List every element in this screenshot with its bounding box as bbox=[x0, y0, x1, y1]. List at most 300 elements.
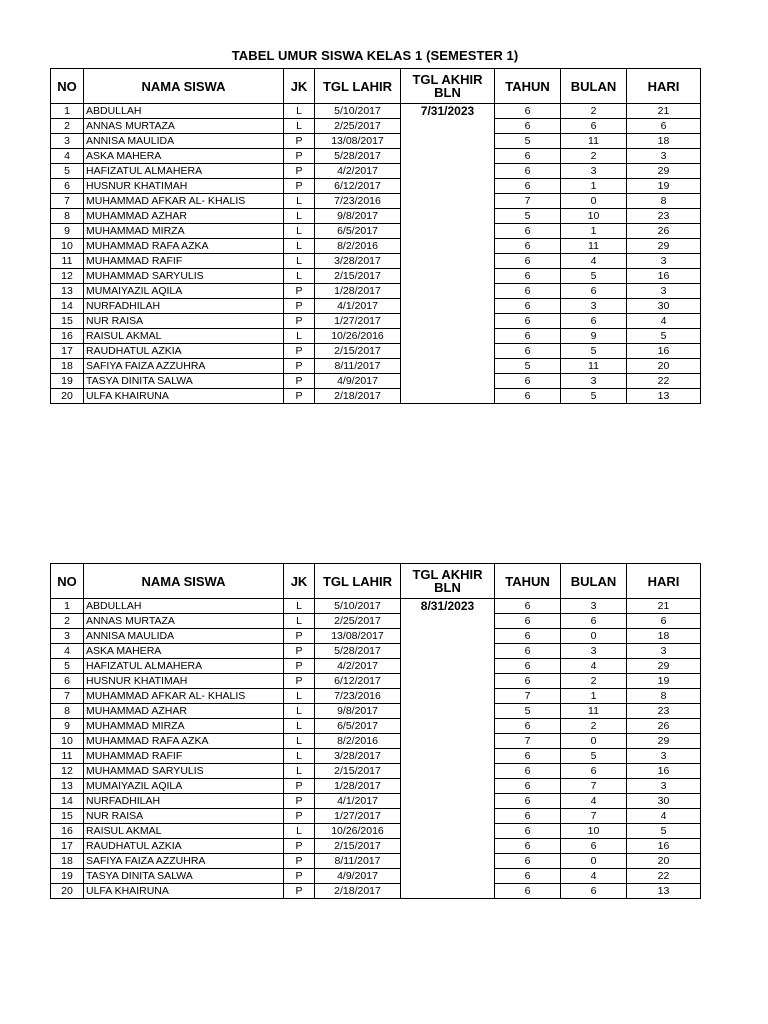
cell-tgl-lahir: 2/25/2017 bbox=[315, 119, 401, 134]
cell-tgl-lahir: 13/08/2017 bbox=[315, 629, 401, 644]
cell-jk: L bbox=[284, 734, 315, 749]
cell-hari: 3 bbox=[627, 284, 701, 299]
cell-tahun: 6 bbox=[495, 629, 561, 644]
cell-tgl-akhir bbox=[401, 764, 495, 779]
cell-tgl-akhir bbox=[401, 134, 495, 149]
cell-tgl-akhir bbox=[401, 704, 495, 719]
cell-no: 14 bbox=[51, 794, 84, 809]
cell-tgl-akhir bbox=[401, 839, 495, 854]
cell-tgl-akhir bbox=[401, 119, 495, 134]
cell-jk: P bbox=[284, 674, 315, 689]
cell-nama-siswa: MUHAMMAD MIRZA bbox=[84, 719, 284, 734]
cell-tgl-lahir: 8/2/2016 bbox=[315, 734, 401, 749]
cell-bulan: 2 bbox=[561, 104, 627, 119]
age-table-july bbox=[50, 68, 701, 404]
cell-jk: L bbox=[284, 194, 315, 209]
cell-jk: P bbox=[284, 149, 315, 164]
header-tahun: TAHUN bbox=[495, 69, 561, 104]
cell-no: 14 bbox=[51, 299, 84, 314]
cell-tgl-akhir bbox=[401, 284, 495, 299]
table-row bbox=[51, 164, 701, 179]
cell-tgl-akhir bbox=[401, 674, 495, 689]
cell-bulan: 11 bbox=[561, 359, 627, 374]
cell-tahun: 6 bbox=[495, 344, 561, 359]
cell-nama-siswa: RAUDHATUL AZKIA bbox=[84, 344, 284, 359]
cell-bulan: 3 bbox=[561, 299, 627, 314]
cell-no: 1 bbox=[51, 104, 84, 119]
cell-bulan: 4 bbox=[561, 869, 627, 884]
page-title: TABEL UMUR SISWA KELAS 1 (SEMESTER 1) bbox=[231, 48, 519, 63]
cell-tahun: 7 bbox=[495, 194, 561, 209]
cell-jk: L bbox=[284, 689, 315, 704]
cell-tahun: 6 bbox=[495, 269, 561, 284]
cell-bulan: 3 bbox=[561, 599, 627, 614]
cell-no: 13 bbox=[51, 284, 84, 299]
cell-jk: P bbox=[284, 809, 315, 824]
cell-tahun: 6 bbox=[495, 239, 561, 254]
cell-no: 20 bbox=[51, 389, 84, 404]
cell-tahun: 6 bbox=[495, 749, 561, 764]
table-row bbox=[51, 209, 701, 224]
cell-tgl-akhir bbox=[401, 374, 495, 389]
cell-nama-siswa: RAUDHATUL AZKIA bbox=[84, 839, 284, 854]
cell-hari: 3 bbox=[627, 149, 701, 164]
cell-jk: L bbox=[284, 764, 315, 779]
cell-no: 12 bbox=[51, 764, 84, 779]
cell-tgl-lahir: 4/9/2017 bbox=[315, 869, 401, 884]
table-row bbox=[51, 239, 701, 254]
table-row bbox=[51, 194, 701, 209]
cell-hari: 18 bbox=[627, 629, 701, 644]
cell-tahun: 6 bbox=[495, 659, 561, 674]
cell-bulan: 5 bbox=[561, 344, 627, 359]
cell-tgl-akhir bbox=[401, 299, 495, 314]
cell-nama-siswa: NURFADHILAH bbox=[84, 299, 284, 314]
table-row bbox=[51, 704, 701, 719]
cell-tgl-lahir: 6/5/2017 bbox=[315, 719, 401, 734]
cell-no: 19 bbox=[51, 869, 84, 884]
table-row bbox=[51, 629, 701, 644]
cell-tgl-akhir bbox=[401, 329, 495, 344]
cell-hari: 16 bbox=[627, 269, 701, 284]
cell-tgl-lahir: 2/15/2017 bbox=[315, 839, 401, 854]
table-body bbox=[51, 599, 701, 899]
cell-nama-siswa: ANNISA MAULIDA bbox=[84, 629, 284, 644]
cell-nama-siswa: NUR RAISA bbox=[84, 809, 284, 824]
cell-tgl-akhir bbox=[401, 659, 495, 674]
cell-nama-siswa: SAFIYA FAIZA AZZUHRA bbox=[84, 854, 284, 869]
tgl-akhir-bln-value: 8/31/2023 bbox=[401, 599, 495, 614]
cell-hari: 20 bbox=[627, 854, 701, 869]
cell-jk: L bbox=[284, 269, 315, 284]
cell-bulan: 2 bbox=[561, 149, 627, 164]
cell-tahun: 6 bbox=[495, 809, 561, 824]
cell-jk: L bbox=[284, 614, 315, 629]
cell-nama-siswa: MUHAMMAD RAFIF bbox=[84, 254, 284, 269]
cell-tgl-akhir bbox=[401, 224, 495, 239]
cell-bulan: 9 bbox=[561, 329, 627, 344]
cell-jk: P bbox=[284, 659, 315, 674]
header-hari: HARI bbox=[627, 564, 701, 599]
cell-no: 4 bbox=[51, 644, 84, 659]
cell-nama-siswa: ANNISA MAULIDA bbox=[84, 134, 284, 149]
cell-tgl-akhir bbox=[401, 149, 495, 164]
cell-hari: 8 bbox=[627, 194, 701, 209]
cell-hari: 30 bbox=[627, 299, 701, 314]
header-nama-siswa: NAMA SISWA bbox=[84, 69, 284, 104]
table-row bbox=[51, 659, 701, 674]
cell-hari: 16 bbox=[627, 839, 701, 854]
cell-jk: P bbox=[284, 314, 315, 329]
cell-bulan: 6 bbox=[561, 614, 627, 629]
cell-bulan: 6 bbox=[561, 284, 627, 299]
cell-nama-siswa: TASYA DINITA SALWA bbox=[84, 374, 284, 389]
cell-nama-siswa: HAFIZATUL ALMAHERA bbox=[84, 164, 284, 179]
cell-tgl-lahir: 1/27/2017 bbox=[315, 809, 401, 824]
cell-jk: P bbox=[284, 164, 315, 179]
cell-bulan: 3 bbox=[561, 374, 627, 389]
cell-nama-siswa: MUMAIYAZIL AQILA bbox=[84, 779, 284, 794]
table-row bbox=[51, 779, 701, 794]
cell-nama-siswa: TASYA DINITA SALWA bbox=[84, 869, 284, 884]
table-row bbox=[51, 119, 701, 134]
table-row bbox=[51, 749, 701, 764]
header-jk: JK bbox=[284, 564, 315, 599]
cell-hari: 5 bbox=[627, 329, 701, 344]
cell-tahun: 6 bbox=[495, 614, 561, 629]
cell-nama-siswa: MUMAIYAZIL AQILA bbox=[84, 284, 284, 299]
cell-tahun: 6 bbox=[495, 329, 561, 344]
cell-jk: L bbox=[284, 599, 315, 614]
cell-nama-siswa: HUSNUR KHATIMAH bbox=[84, 674, 284, 689]
cell-tahun: 6 bbox=[495, 719, 561, 734]
cell-no: 6 bbox=[51, 179, 84, 194]
cell-no: 18 bbox=[51, 359, 84, 374]
cell-bulan: 0 bbox=[561, 854, 627, 869]
cell-tgl-akhir bbox=[401, 344, 495, 359]
cell-tahun: 6 bbox=[495, 119, 561, 134]
cell-bulan: 6 bbox=[561, 119, 627, 134]
cell-jk: L bbox=[284, 209, 315, 224]
cell-tgl-lahir: 2/25/2017 bbox=[315, 614, 401, 629]
table-row bbox=[51, 689, 701, 704]
cell-hari: 21 bbox=[627, 104, 701, 119]
cell-hari: 29 bbox=[627, 164, 701, 179]
cell-hari: 21 bbox=[627, 599, 701, 614]
header-tahun: TAHUN bbox=[495, 564, 561, 599]
cell-tgl-lahir: 6/12/2017 bbox=[315, 179, 401, 194]
cell-hari: 4 bbox=[627, 314, 701, 329]
cell-jk: P bbox=[284, 179, 315, 194]
cell-jk: P bbox=[284, 629, 315, 644]
cell-no: 1 bbox=[51, 599, 84, 614]
cell-tgl-lahir: 2/18/2017 bbox=[315, 884, 401, 899]
cell-hari: 3 bbox=[627, 254, 701, 269]
table-row bbox=[51, 644, 701, 659]
cell-tahun: 7 bbox=[495, 734, 561, 749]
cell-tahun: 5 bbox=[495, 134, 561, 149]
cell-tgl-lahir: 2/15/2017 bbox=[315, 269, 401, 284]
cell-tgl-akhir bbox=[401, 629, 495, 644]
cell-nama-siswa: ASKA MAHERA bbox=[84, 644, 284, 659]
cell-no: 11 bbox=[51, 254, 84, 269]
cell-no: 15 bbox=[51, 314, 84, 329]
cell-tgl-akhir bbox=[401, 884, 495, 899]
cell-tgl-akhir bbox=[401, 614, 495, 629]
cell-jk: L bbox=[284, 104, 315, 119]
cell-tgl-akhir bbox=[401, 164, 495, 179]
cell-tahun: 6 bbox=[495, 869, 561, 884]
cell-jk: L bbox=[284, 704, 315, 719]
cell-tgl-lahir: 3/28/2017 bbox=[315, 749, 401, 764]
cell-jk: L bbox=[284, 119, 315, 134]
header-jk: JK bbox=[284, 69, 315, 104]
cell-bulan: 2 bbox=[561, 674, 627, 689]
cell-hari: 29 bbox=[627, 659, 701, 674]
table-row bbox=[51, 374, 701, 389]
cell-hari: 22 bbox=[627, 869, 701, 884]
cell-tgl-lahir: 2/18/2017 bbox=[315, 389, 401, 404]
cell-no: 17 bbox=[51, 839, 84, 854]
cell-tgl-lahir: 5/10/2017 bbox=[315, 104, 401, 119]
cell-hari: 16 bbox=[627, 344, 701, 359]
cell-nama-siswa: MUHAMMAD RAFA AZKA bbox=[84, 734, 284, 749]
cell-tahun: 6 bbox=[495, 284, 561, 299]
cell-tgl-lahir: 6/5/2017 bbox=[315, 224, 401, 239]
cell-no: 8 bbox=[51, 704, 84, 719]
cell-tgl-lahir: 10/26/2016 bbox=[315, 329, 401, 344]
cell-nama-siswa: ANNAS MURTAZA bbox=[84, 119, 284, 134]
cell-tgl-akhir bbox=[401, 689, 495, 704]
cell-hari: 3 bbox=[627, 644, 701, 659]
cell-nama-siswa: MUHAMMAD AZHAR bbox=[84, 704, 284, 719]
cell-hari: 18 bbox=[627, 134, 701, 149]
cell-no: 8 bbox=[51, 209, 84, 224]
cell-hari: 3 bbox=[627, 779, 701, 794]
cell-nama-siswa: RAISUL AKMAL bbox=[84, 329, 284, 344]
cell-jk: P bbox=[284, 284, 315, 299]
table-row bbox=[51, 359, 701, 374]
cell-no: 16 bbox=[51, 329, 84, 344]
cell-bulan: 5 bbox=[561, 269, 627, 284]
cell-no: 7 bbox=[51, 194, 84, 209]
cell-nama-siswa: HAFIZATUL ALMAHERA bbox=[84, 659, 284, 674]
cell-tgl-akhir bbox=[401, 779, 495, 794]
cell-hari: 13 bbox=[627, 884, 701, 899]
cell-tahun: 5 bbox=[495, 704, 561, 719]
cell-tgl-akhir bbox=[401, 794, 495, 809]
cell-nama-siswa: NUR RAISA bbox=[84, 314, 284, 329]
cell-hari: 19 bbox=[627, 179, 701, 194]
cell-tahun: 6 bbox=[495, 779, 561, 794]
cell-nama-siswa: SAFIYA FAIZA AZZUHRA bbox=[84, 359, 284, 374]
table-row bbox=[51, 299, 701, 314]
cell-tahun: 6 bbox=[495, 854, 561, 869]
header-bulan: BULAN bbox=[561, 564, 627, 599]
table-row bbox=[51, 344, 701, 359]
cell-tgl-lahir: 4/2/2017 bbox=[315, 659, 401, 674]
table-row bbox=[51, 284, 701, 299]
cell-tahun: 6 bbox=[495, 224, 561, 239]
header-row bbox=[51, 69, 701, 104]
cell-jk: L bbox=[284, 239, 315, 254]
cell-tgl-lahir: 10/26/2016 bbox=[315, 824, 401, 839]
cell-hari: 26 bbox=[627, 719, 701, 734]
cell-jk: L bbox=[284, 329, 315, 344]
cell-hari: 29 bbox=[627, 239, 701, 254]
header-row bbox=[51, 564, 701, 599]
cell-tahun: 7 bbox=[495, 689, 561, 704]
cell-no: 16 bbox=[51, 824, 84, 839]
cell-jk: P bbox=[284, 389, 315, 404]
cell-tahun: 6 bbox=[495, 104, 561, 119]
table-row bbox=[51, 134, 701, 149]
table-row bbox=[51, 224, 701, 239]
cell-tahun: 5 bbox=[495, 359, 561, 374]
cell-tgl-lahir: 1/28/2017 bbox=[315, 779, 401, 794]
table-row bbox=[51, 314, 701, 329]
cell-hari: 6 bbox=[627, 119, 701, 134]
cell-tahun: 6 bbox=[495, 884, 561, 899]
cell-tahun: 6 bbox=[495, 389, 561, 404]
cell-hari: 20 bbox=[627, 359, 701, 374]
cell-jk: P bbox=[284, 794, 315, 809]
header-bulan: BULAN bbox=[561, 69, 627, 104]
cell-tgl-akhir bbox=[401, 179, 495, 194]
cell-hari: 5 bbox=[627, 824, 701, 839]
table-row bbox=[51, 764, 701, 779]
cell-tgl-lahir: 8/2/2016 bbox=[315, 239, 401, 254]
cell-tgl-lahir: 2/15/2017 bbox=[315, 764, 401, 779]
cell-bulan: 0 bbox=[561, 734, 627, 749]
cell-tgl-akhir bbox=[401, 809, 495, 824]
cell-nama-siswa: MUHAMMAD RAFIF bbox=[84, 749, 284, 764]
cell-tgl-lahir: 4/1/2017 bbox=[315, 794, 401, 809]
cell-nama-siswa: ANNAS MURTAZA bbox=[84, 614, 284, 629]
cell-hari: 8 bbox=[627, 689, 701, 704]
cell-no: 13 bbox=[51, 779, 84, 794]
cell-no: 3 bbox=[51, 134, 84, 149]
cell-no: 6 bbox=[51, 674, 84, 689]
cell-bulan: 11 bbox=[561, 704, 627, 719]
cell-no: 5 bbox=[51, 164, 84, 179]
table-row bbox=[51, 149, 701, 164]
table-row bbox=[51, 809, 701, 824]
cell-tahun: 6 bbox=[495, 644, 561, 659]
cell-no: 9 bbox=[51, 224, 84, 239]
cell-tgl-akhir bbox=[401, 239, 495, 254]
header-no: NO bbox=[51, 564, 84, 599]
table-row bbox=[51, 269, 701, 284]
cell-hari: 22 bbox=[627, 374, 701, 389]
cell-bulan: 1 bbox=[561, 689, 627, 704]
cell-bulan: 3 bbox=[561, 644, 627, 659]
cell-tgl-akhir bbox=[401, 359, 495, 374]
cell-tahun: 6 bbox=[495, 824, 561, 839]
cell-jk: P bbox=[284, 359, 315, 374]
cell-no: 3 bbox=[51, 629, 84, 644]
cell-tgl-lahir: 5/28/2017 bbox=[315, 149, 401, 164]
cell-tgl-akhir bbox=[401, 314, 495, 329]
cell-nama-siswa: NURFADHILAH bbox=[84, 794, 284, 809]
cell-tahun: 5 bbox=[495, 209, 561, 224]
cell-nama-siswa: HUSNUR KHATIMAH bbox=[84, 179, 284, 194]
cell-bulan: 11 bbox=[561, 134, 627, 149]
cell-jk: P bbox=[284, 134, 315, 149]
cell-no: 20 bbox=[51, 884, 84, 899]
cell-tgl-akhir bbox=[401, 209, 495, 224]
table-body bbox=[51, 104, 701, 404]
table-row bbox=[51, 104, 701, 119]
header-tgl-akhir-bln: TGL AKHIR BLN bbox=[401, 69, 495, 104]
cell-hari: 29 bbox=[627, 734, 701, 749]
cell-hari: 16 bbox=[627, 764, 701, 779]
cell-no: 2 bbox=[51, 119, 84, 134]
table-row bbox=[51, 674, 701, 689]
cell-tgl-akhir bbox=[401, 734, 495, 749]
cell-jk: L bbox=[284, 224, 315, 239]
cell-tgl-akhir bbox=[401, 644, 495, 659]
table-row bbox=[51, 179, 701, 194]
cell-no: 5 bbox=[51, 659, 84, 674]
cell-jk: P bbox=[284, 644, 315, 659]
header-hari: HARI bbox=[627, 69, 701, 104]
cell-tahun: 6 bbox=[495, 149, 561, 164]
cell-jk: P bbox=[284, 374, 315, 389]
cell-no: 19 bbox=[51, 374, 84, 389]
cell-nama-siswa: MUHAMMAD RAFA AZKA bbox=[84, 239, 284, 254]
table-row bbox=[51, 869, 701, 884]
table-row bbox=[51, 734, 701, 749]
cell-nama-siswa: MUHAMMAD AZHAR bbox=[84, 209, 284, 224]
table-row bbox=[51, 824, 701, 839]
cell-tahun: 6 bbox=[495, 299, 561, 314]
cell-tgl-lahir: 3/28/2017 bbox=[315, 254, 401, 269]
cell-tahun: 6 bbox=[495, 179, 561, 194]
cell-nama-siswa: MUHAMMAD AFKAR AL- KHALIS bbox=[84, 689, 284, 704]
cell-tgl-lahir: 1/27/2017 bbox=[315, 314, 401, 329]
age-table-august bbox=[50, 563, 701, 899]
cell-tgl-akhir bbox=[401, 389, 495, 404]
cell-nama-siswa: MUHAMMAD SARYULIS bbox=[84, 764, 284, 779]
cell-tgl-lahir: 8/11/2017 bbox=[315, 854, 401, 869]
cell-no: 17 bbox=[51, 344, 84, 359]
table-row bbox=[51, 614, 701, 629]
cell-tgl-lahir: 7/23/2016 bbox=[315, 689, 401, 704]
table-row bbox=[51, 599, 701, 614]
cell-tgl-akhir bbox=[401, 749, 495, 764]
table-row bbox=[51, 254, 701, 269]
cell-no: 4 bbox=[51, 149, 84, 164]
cell-no: 18 bbox=[51, 854, 84, 869]
cell-tahun: 6 bbox=[495, 839, 561, 854]
header-tgl-lahir: TGL LAHIR bbox=[315, 564, 401, 599]
header-nama-siswa: NAMA SISWA bbox=[84, 564, 284, 599]
cell-bulan: 0 bbox=[561, 629, 627, 644]
cell-hari: 23 bbox=[627, 209, 701, 224]
cell-tgl-lahir: 1/28/2017 bbox=[315, 284, 401, 299]
table-row bbox=[51, 794, 701, 809]
table-row bbox=[51, 839, 701, 854]
cell-jk: P bbox=[284, 344, 315, 359]
cell-jk: P bbox=[284, 299, 315, 314]
cell-tahun: 6 bbox=[495, 599, 561, 614]
cell-bulan: 4 bbox=[561, 254, 627, 269]
table-row bbox=[51, 884, 701, 899]
cell-tgl-akhir bbox=[401, 269, 495, 284]
cell-tgl-lahir: 4/9/2017 bbox=[315, 374, 401, 389]
cell-no: 10 bbox=[51, 734, 84, 749]
